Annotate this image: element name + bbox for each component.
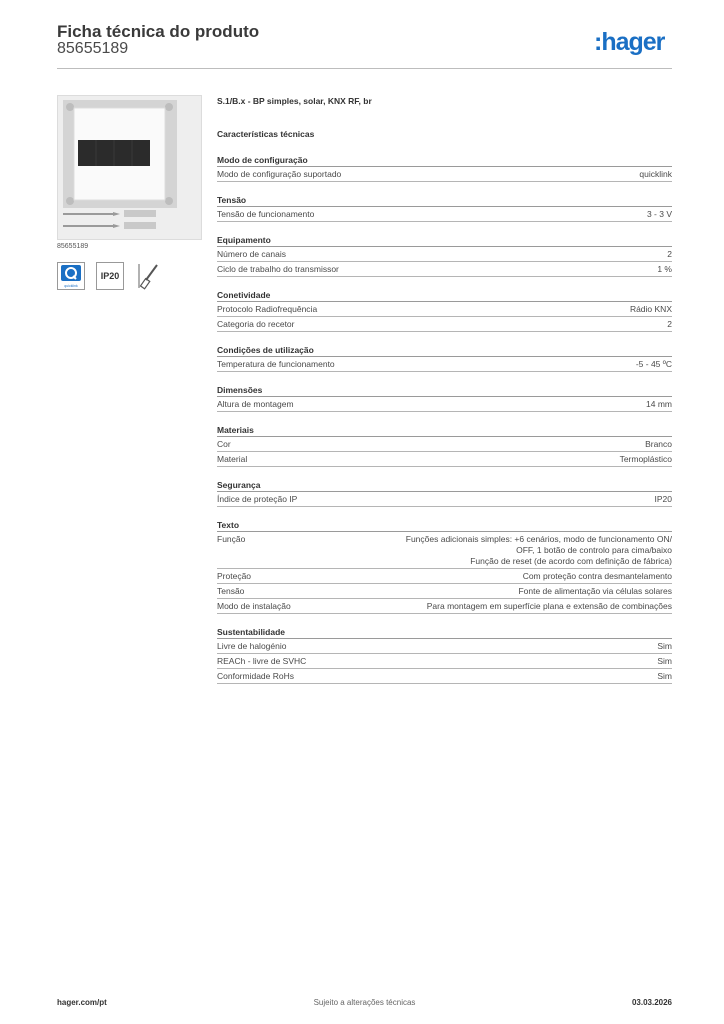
spec-label: Cor <box>217 439 231 449</box>
spec-row <box>217 262 672 277</box>
spec-row <box>217 669 672 684</box>
spec-label: Livre de halogénio <box>217 641 287 651</box>
section-title: Materiais <box>217 425 254 435</box>
spec-value: Sim <box>657 656 672 666</box>
spec-row <box>217 532 672 569</box>
spec-label: Tensão <box>217 586 245 596</box>
spec-value: Termoplástico <box>619 454 672 464</box>
spec-row <box>217 569 672 584</box>
spec-row <box>217 247 672 262</box>
section-title: Modo de configuração <box>217 155 308 165</box>
spec-value: quicklink <box>639 169 672 179</box>
spec-row <box>217 654 672 669</box>
spec-value: Rádio KNX <box>629 304 672 314</box>
spec-label: Conformidade RoHs <box>217 671 295 681</box>
spec-label: Ciclo de trabalho do transmissor <box>217 264 339 274</box>
characteristics-heading: Características técnicas <box>217 129 315 139</box>
product-subtitle: S.1/B.x - BP simples, solar, KNX RF, br <box>217 96 372 106</box>
spec-row <box>217 584 672 599</box>
logo-text: :hager <box>594 28 665 56</box>
spec-label: Função <box>217 534 246 544</box>
spec-label: Modo de instalação <box>217 601 291 611</box>
spec-value: Com proteção contra desmantelamento <box>522 571 672 581</box>
spec-value: Sim <box>657 671 672 681</box>
quicklink-icon <box>57 262 85 290</box>
page-title: Ficha técnica do produto <box>57 22 260 41</box>
spec-value-line: Função de reset (de acordo com definição de fábrica) <box>470 556 672 566</box>
spec-value: IP20 <box>654 494 672 504</box>
product-image <box>57 95 202 240</box>
spec-label: Modo de configuração suportado <box>217 169 342 179</box>
hager-logo <box>594 28 674 58</box>
section-title: Segurança <box>217 480 261 490</box>
spec-value: -5 - 45 ºC <box>635 359 672 369</box>
quicklink-label: quicklink <box>64 284 78 288</box>
spec-row <box>217 639 672 654</box>
spec-section <box>217 235 672 277</box>
spec-row <box>217 302 672 317</box>
footer-website[interactable]: hager.com/pt <box>57 998 107 1007</box>
spec-value: Sim <box>657 641 672 651</box>
section-title: Equipamento <box>217 235 271 245</box>
spec-label: Tensão de funcionamento <box>217 209 315 219</box>
spec-label: Altura de montagem <box>217 399 294 409</box>
product-code: 85655189 <box>57 40 129 57</box>
spec-section <box>217 385 672 412</box>
spec-row <box>217 437 672 452</box>
footer-note: Sujeito a alterações técnicas <box>313 998 416 1007</box>
spec-section <box>217 155 672 182</box>
spec-section <box>217 520 672 614</box>
spec-row <box>217 397 672 412</box>
ip20-icon <box>96 262 124 290</box>
spec-row <box>217 357 672 372</box>
spec-label: Material <box>217 454 248 464</box>
page-footer <box>57 998 672 1010</box>
spec-value: Branco <box>645 439 672 449</box>
screwdriver-icon <box>135 262 163 290</box>
spec-section <box>217 627 672 684</box>
spec-value: Para montagem em superfície plana e extensão de combinações <box>426 601 672 611</box>
spec-section <box>217 425 672 467</box>
ip20-label: IP20 <box>100 271 120 281</box>
spec-value: 2 <box>667 319 672 329</box>
product-image-caption: 85655189 <box>57 243 89 250</box>
spec-value-line: Funções adicionais simples: +6 cenários, modo de funcionamento ON/ <box>405 534 672 544</box>
spec-label: REACh - livre de SVHC <box>217 656 307 666</box>
spec-row <box>217 492 672 507</box>
spec-label: Índice de proteção IP <box>217 494 298 504</box>
spec-value: 14 mm <box>646 399 672 409</box>
spec-row <box>217 167 672 182</box>
spec-label: Número de canais <box>217 249 286 259</box>
spec-value-line: OFF, 1 botão de controlo para cima/baixo <box>516 545 672 555</box>
header-divider <box>57 68 672 69</box>
footer-date: 03.03.2026 <box>631 998 672 1007</box>
spec-row <box>217 317 672 332</box>
section-title: Sustentabilidade <box>217 627 286 637</box>
section-title: Texto <box>217 520 240 530</box>
technical-specs <box>217 96 672 684</box>
spec-row <box>217 452 672 467</box>
spec-label: Categoria do recetor <box>217 319 295 329</box>
spec-section <box>217 290 672 332</box>
section-title: Tensão <box>217 195 247 205</box>
spec-section <box>217 195 672 222</box>
section-title: Conetividade <box>217 290 271 300</box>
spec-row <box>217 207 672 222</box>
product-illustration <box>58 96 201 239</box>
spec-value: 3 - 3 V <box>646 209 672 219</box>
spec-row <box>217 599 672 614</box>
spec-section <box>217 480 672 507</box>
spec-label: Protocolo Radiofrequência <box>217 304 318 314</box>
spec-value: 2 <box>667 249 672 259</box>
spec-section <box>217 345 672 372</box>
section-title: Dimensões <box>217 385 263 395</box>
spec-label: Temperatura de funcionamento <box>217 359 335 369</box>
spec-value: Fonte de alimentação via células solares <box>518 586 672 596</box>
spec-label: Proteção <box>217 571 252 581</box>
section-title: Condições de utilização <box>217 345 314 355</box>
spec-value: 1 % <box>657 264 672 274</box>
spec-value <box>342 534 672 567</box>
